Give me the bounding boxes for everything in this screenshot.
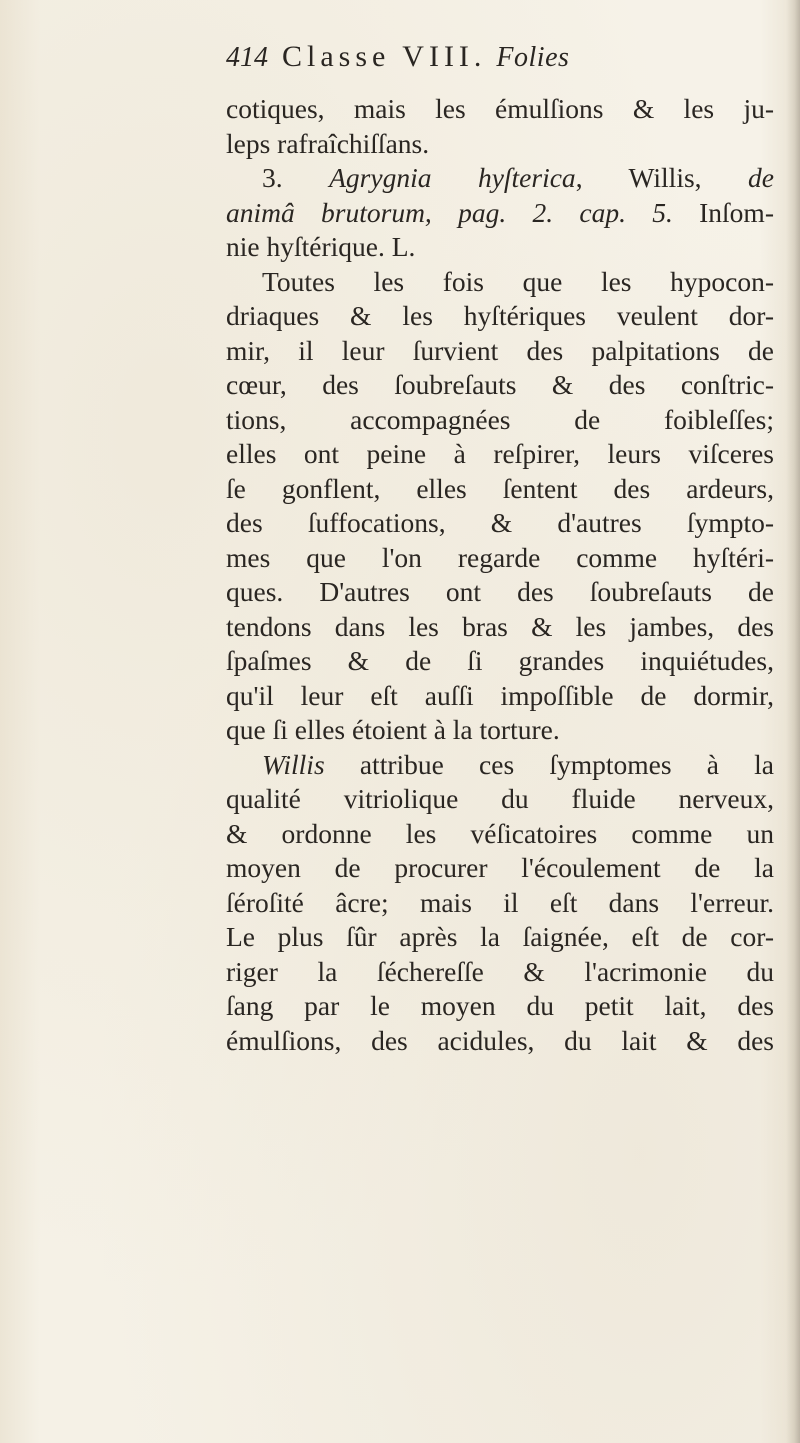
entry-author: , Willis, [575, 162, 749, 193]
text-line: ſe gonflent, elles ſentent des ardeurs, [226, 472, 774, 504]
text-line: ſéroſité âcre; mais il eſt dans l'erreur. [226, 886, 774, 918]
text-line: émulſions, des acidules, du lait & des [226, 1024, 774, 1056]
text-line: qu'il leur eſt auſſi impoſſible de dormir, [226, 679, 774, 711]
text-line-entry-3 [226, 161, 774, 196]
text-fragment: attribue ces ſymptomes à la [324, 748, 774, 780]
paragraph-start: Toutes les fois que les hypocon- [262, 265, 774, 297]
text-line: cotiques, mais les émulſions & les ju- [226, 93, 774, 124]
text-line: ſang par le moyen du petit lait, des [226, 990, 774, 1021]
text-line: & ordonne les véſicatoires comme un [226, 817, 774, 849]
running-head [226, 40, 774, 92]
text-line: elles ont peine à reſpirer, leurs viſceres [226, 438, 774, 469]
entry-number: 3. [262, 162, 330, 193]
entry-citation: animâ brutorum, pag. 2. cap. 5. [226, 196, 673, 228]
text-line: ques. D'autres ont des ſoubreſauts de [226, 576, 774, 607]
entry-french-title: Inſom- [672, 196, 774, 228]
text-line: mes que l'on regarde comme hyſtéri- [226, 541, 774, 573]
body-text [226, 92, 774, 1058]
page-number: 414 [226, 42, 268, 73]
text-line: que ſi elles étoient à la torture. [226, 714, 560, 745]
text-line: des ſuffocations, & d'autres ſympto- [226, 507, 774, 538]
text-line: nie hyſtérique. L. [226, 231, 416, 262]
text-line: mir, il leur ſurvient des palpitations de [226, 334, 774, 366]
text-line: ſpaſmes & de ſi grandes inquiétudes, [226, 645, 774, 676]
class-title: Classe VIII. [282, 40, 487, 73]
paragraph-start [226, 748, 774, 783]
text-line: riger la ſéchereſſe & l'acrimonie du [226, 955, 774, 987]
text-line: qualité vitriolique du fluide nerveux, [226, 783, 774, 814]
text-line [226, 196, 774, 231]
book-page [226, 40, 774, 1058]
entry-citation-start: de [748, 162, 774, 193]
section-title: Folies [496, 42, 570, 73]
text-line: moyen de procurer l'écoulement de la [226, 852, 774, 883]
page-edge-shadow [786, 0, 800, 1443]
entry-latin-title: Agrygnia hyſterica [329, 162, 576, 193]
text-line: tendons dans les bras & les jambes, des [226, 610, 774, 642]
text-line: Le plus ſûr après la ſaignée, eſt de cor- [226, 921, 774, 952]
text-line: leps rafraîchiſſans. [226, 127, 430, 159]
text-line: cœur, des ſoubreſauts & des conſtric- [226, 369, 774, 400]
text-line: tions, accompagnées de foibleſſes; [226, 403, 774, 435]
text-line: driaques & les hyſtériques veulent dor- [226, 300, 774, 331]
author-name: Willis [262, 748, 325, 780]
